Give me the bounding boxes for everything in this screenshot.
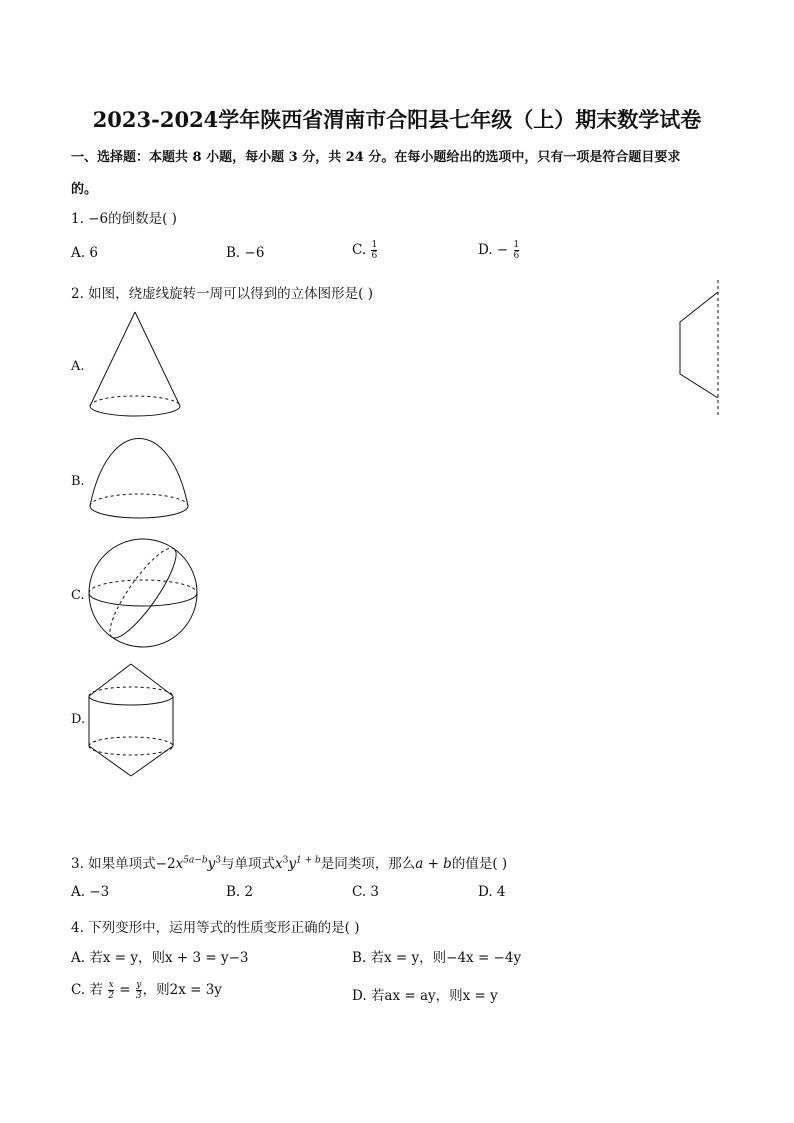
fraction-denominator: 6 bbox=[513, 251, 520, 261]
q4c-prefix: C. 若 bbox=[71, 982, 103, 998]
page-title: 2023-2024学年陕西省渭南市合阳县七年级（上）期末数学试卷 bbox=[92, 107, 702, 132]
question-2-option-b: B. bbox=[71, 474, 85, 489]
fraction-denominator: 6 bbox=[371, 251, 378, 261]
q3-end: 的值是( ) bbox=[451, 856, 508, 872]
question-2-option-d: D. bbox=[71, 712, 86, 727]
question-1-option-a: A. 6 bbox=[71, 245, 98, 261]
section-heading-line1: 一、选择题：本题共 8 小题，每小题 3 分，共 24 分。在每小题给出的选项中，只有一项是符合题目要求 bbox=[71, 150, 681, 165]
option-d-prefix: D. − bbox=[478, 242, 509, 258]
question-1-option-c bbox=[352, 240, 378, 261]
q4c-suffix: ，则2x = 3y bbox=[142, 982, 222, 998]
q3-exp-4: 1 + b bbox=[295, 855, 321, 866]
q3-exp-1: 5a−b bbox=[183, 855, 208, 866]
q3-var-y2: y bbox=[288, 856, 296, 872]
q3-var-y: y bbox=[207, 856, 216, 872]
q3-exp-2: 3 bbox=[215, 855, 221, 866]
fraction-numerator: 1 bbox=[513, 240, 520, 250]
trapezoid-outline bbox=[680, 292, 718, 398]
question-3-option-c: C. 3 bbox=[352, 884, 380, 900]
fraction-one-sixth bbox=[371, 240, 377, 261]
rotation-reference-figure bbox=[670, 280, 730, 420]
question-4-option-a: A. 若x = y，则x + 3 = y−3 bbox=[71, 950, 249, 966]
q3-mid: 与单项式 bbox=[220, 856, 275, 872]
fraction-numerator: 1 bbox=[371, 240, 378, 250]
sphere-figure bbox=[88, 538, 200, 650]
q3-var-x2: x bbox=[274, 856, 283, 872]
fraction-y-over-3 bbox=[136, 980, 142, 1001]
q3-expr: a + b bbox=[415, 856, 452, 872]
cone-figure bbox=[88, 310, 184, 420]
question-4-option-c bbox=[71, 978, 222, 1001]
fraction-x-over-2 bbox=[108, 980, 114, 1001]
cylinder-cones-figure bbox=[86, 662, 178, 778]
fraction-numerator: x bbox=[108, 980, 114, 990]
option-c-prefix: C. bbox=[352, 242, 367, 258]
dome-figure bbox=[88, 436, 192, 526]
question-1-option-b: B. −6 bbox=[226, 245, 265, 261]
question-4-stem: 4. 下列变形中，运用等式的性质变形正确的是( ) bbox=[71, 920, 360, 936]
q3-exp-3: 3 bbox=[282, 855, 289, 866]
q3-var-x: x bbox=[175, 856, 184, 872]
question-2-option-c: C. bbox=[71, 588, 85, 603]
question-2-stem: 2. 如图，绕虚线旋转一周可以得到的立体图形是( ) bbox=[71, 286, 373, 302]
fraction-denominator: 3 bbox=[135, 991, 142, 1001]
question-1-stem: 1. −6的倒数是( ) bbox=[71, 211, 177, 227]
question-4-option-b: B. 若x = y，则−4x = −4y bbox=[352, 950, 522, 966]
question-3-option-b: B. 2 bbox=[226, 884, 254, 900]
fraction-numerator: y bbox=[136, 980, 142, 990]
question-3-option-a: A. −3 bbox=[71, 884, 110, 900]
question-3-stem bbox=[71, 852, 507, 872]
question-3-option-d: D. 4 bbox=[478, 884, 506, 900]
question-4-option-d: D. 若ax = ay，则x = y bbox=[352, 988, 498, 1004]
question-2-option-a: A. bbox=[71, 359, 85, 374]
q3-suffix: 是同类项，那么 bbox=[320, 856, 416, 872]
question-1-option-d bbox=[478, 240, 520, 261]
q4c-equals: = bbox=[119, 982, 131, 998]
section-heading-line2: 的。 bbox=[71, 182, 98, 197]
q3-prefix: 3. 如果单项式−2 bbox=[71, 856, 176, 872]
fraction-denominator: 2 bbox=[108, 991, 114, 1001]
fraction-neg-one-sixth bbox=[514, 240, 520, 261]
